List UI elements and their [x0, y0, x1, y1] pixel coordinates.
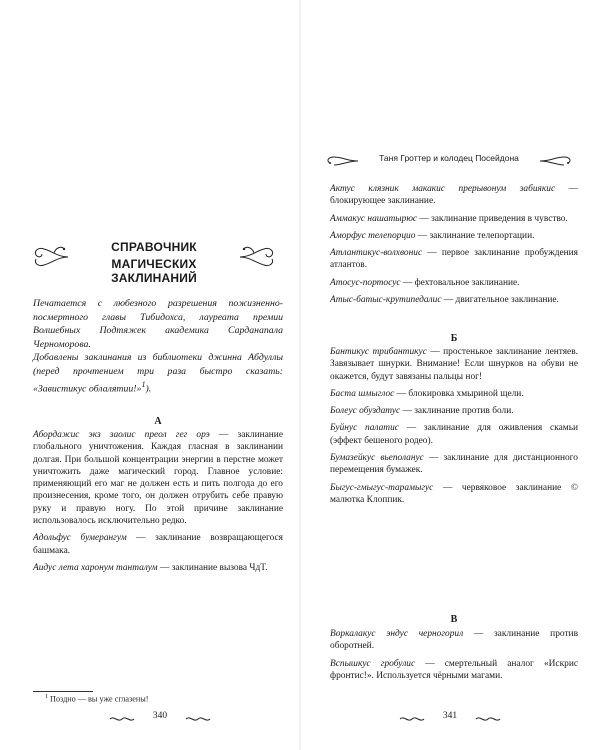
entry-term: Аморфус телепорцио [330, 230, 416, 241]
entry [330, 277, 578, 289]
entry-text: — заклинание для оживления скамьи (эффект бешеного родео). [330, 423, 578, 446]
running-head-flourish-right-icon [538, 155, 578, 167]
intro-paragraph-2-end: ). [145, 383, 152, 395]
page-number-right [390, 711, 510, 725]
entry-term: Абордажис экз заолис преол гег орэ [33, 430, 210, 440]
page-number-right-text: 341 [442, 711, 458, 721]
entry [330, 294, 578, 306]
flourish-left-icon [30, 241, 70, 273]
entry-term: Аидус лета харонум танталум [33, 562, 158, 573]
entry-text: — заклинание для дистанционного перемещения бумажек. [330, 453, 578, 476]
folio-ornament-right-icon [474, 715, 502, 723]
chapter-title [30, 237, 278, 285]
section-letter-b: Б [450, 333, 458, 344]
entry-term: Аммакус нашатырюс [330, 213, 417, 224]
entry-term: Атлантикус-волхвонис [330, 248, 423, 259]
entries-list-a [33, 429, 283, 579]
entries-list-a-cont [330, 183, 578, 311]
folio-ornament-right-icon [184, 715, 212, 723]
running-head [320, 152, 578, 168]
page-number-left [100, 711, 220, 725]
entry-text: — червяковое заклинание © малютка Клоппик. [330, 482, 578, 505]
entry-term: Адольфус бумерангум [33, 533, 127, 544]
flourish-right-icon [238, 241, 278, 273]
entry-term: Болеус обуздатус [330, 406, 401, 417]
chapter-title-line2: МАГИЧЕСКИХ ЗАКЛИНАНИЙ [111, 257, 197, 285]
entry [33, 429, 283, 527]
entry-term: Актус клязник макакис прерывонум забиякис [330, 184, 556, 194]
entry-text: — заклинание глобального уничтожения. Каждая гласная в заклинании долгая. При большой концентрации энергии в перстне может уничтожить даже магический город. Главное условие: применяющий его маг не должен есть и пить полгода до его произнесения, кроме того, он должен отрубить себе правую руку и правую ногу. По этой причине заклинание использовалось исключительно редко. [33, 430, 283, 527]
intro-paragraph-1: Печатается с любезного разрешения пожизненно-посмертного главы Тибидохса, лауреата премии Волшебных Подтяжек академика Сарданапала Черноморова. [33, 298, 283, 350]
footnote-text: Поздно — вы уже сглазены! [50, 694, 149, 704]
entry-text: — двигательное заклинание. [441, 295, 559, 306]
footnote-ref: 1 [141, 380, 146, 389]
entry [330, 628, 578, 653]
entry-term: Баста шмыглос [330, 388, 395, 399]
entry-text: — простенькое заклинание лентяев. Завязывает шнурки. Внимание! Если шнурков на обуви не окажется, будут завязаны пальцы ног! [330, 347, 578, 382]
entries-list-b [330, 346, 578, 511]
intro-text [33, 297, 283, 396]
entry-text: — заклинание вызова ЧдТ. [157, 562, 268, 573]
entry-term: Воркалакус эндус черногорил [330, 629, 464, 639]
entry [33, 532, 283, 557]
footnote-rule [33, 691, 93, 692]
entry-text: — заклинание против боли. [400, 406, 514, 417]
entry-term: Буйнус палатис [330, 423, 399, 434]
entry-text: — первое заклинание пробуждения атлантов. [330, 248, 578, 271]
entry [330, 183, 578, 208]
running-head-flourish-left-icon [320, 155, 360, 167]
entry [330, 482, 578, 507]
section-letter-a: А [154, 416, 162, 427]
entries-list-v [330, 628, 578, 687]
intro-paragraph-2 [33, 351, 283, 396]
chapter-title-line1: СПРАВОЧНИК [111, 240, 197, 254]
entry [330, 452, 578, 477]
entry-text: — заклинание возвращающегося башмака. [33, 533, 283, 556]
running-head-title: Таня Гроттер и колодец Посейдона [379, 153, 519, 163]
entry-text: — блокирующее заклинание. [330, 184, 579, 207]
entry [330, 346, 578, 383]
entry [33, 562, 283, 574]
section-letter-v: В [450, 614, 458, 625]
entry [330, 658, 578, 683]
entry [330, 247, 578, 272]
entry [330, 213, 578, 225]
entry-term: Атосус-портосус [330, 277, 401, 288]
footnote [45, 694, 148, 704]
entry-term: Вспышкус гробулис [330, 658, 416, 669]
entry-text: — фехтовальное заклинание. [400, 277, 520, 288]
entry-term: Бантикус трибантикус [330, 347, 427, 357]
entry-term: Атыс-батыс-крутипедалис [330, 295, 442, 306]
entry-text: — заклинание телепортации. [415, 230, 535, 241]
entry-text: — блокировка хмыриной щели. [394, 388, 524, 399]
entry-term: Быгус-гмыгус-тарамыгус [330, 482, 434, 493]
page-number-left-text: 340 [152, 711, 168, 721]
entry [330, 230, 578, 242]
entry-text: — заклинание приведения в чувство. [417, 213, 568, 224]
entry [330, 405, 578, 417]
entry [330, 422, 578, 447]
intro-paragraph-2-text: Добавлены заклинания из библиотеки джинна Абдуллы (перед прочтением три раза быстро сказать: «Завистикус облалятии!» [33, 352, 283, 395]
entry [330, 388, 578, 400]
right-page [300, 0, 600, 750]
footnote-mark: 1 [45, 694, 48, 700]
entry-text: — смертельный аналог «Искрис фронтис!». Используется чёрными магами. [330, 658, 578, 681]
entry-text: — заклинание против оборотней. [330, 629, 578, 652]
entry-term: Бумазейкус вьеполанус [330, 453, 424, 464]
